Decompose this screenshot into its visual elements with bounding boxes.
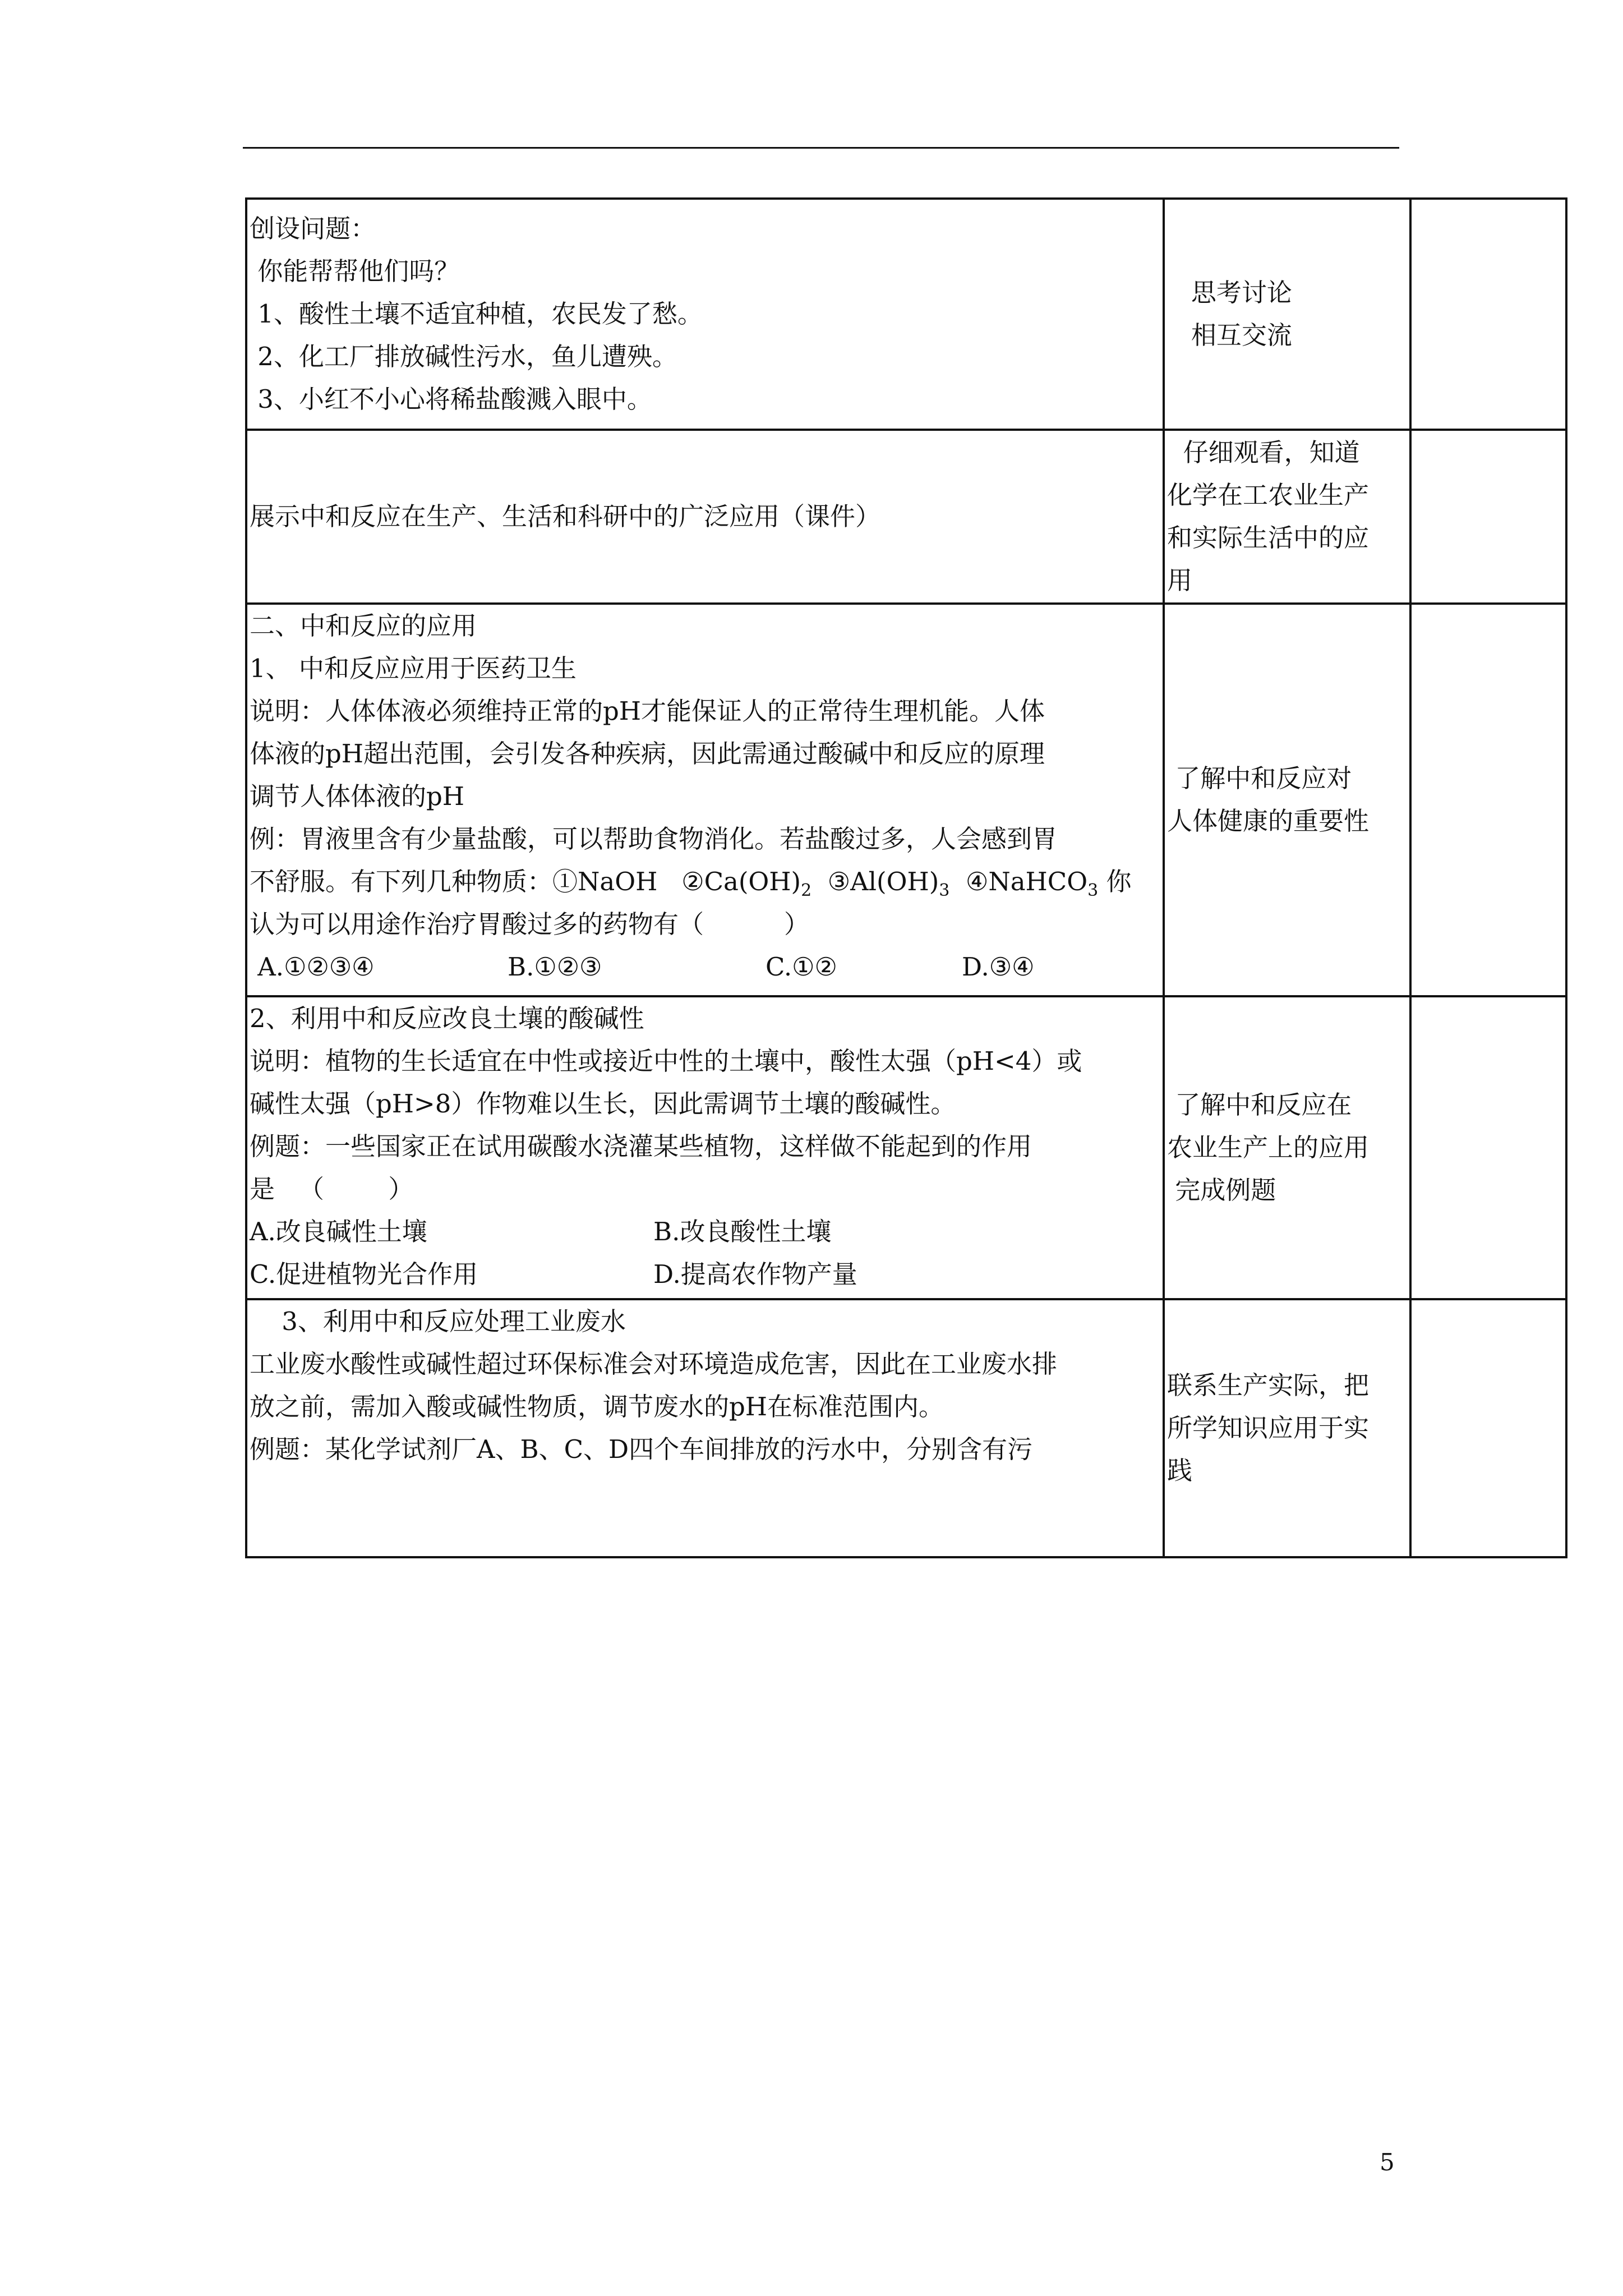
lesson-table [245,197,1567,1558]
text-line: 体液的pH超出范围，会引发各种疾病，因此需通过酸碱中和反应的原理 [250,739,1045,769]
text-line: 完成例题 [1167,1175,1276,1205]
option-d: D.③④ [962,952,1035,982]
notes-cell [1410,996,1566,1299]
text-line: 工业废水酸性或碱性超过环保标准会对环境造成危害，因此在工业废水排 [250,1349,1058,1379]
formula-text: ④NaHCO [949,867,1088,896]
student-activity-cell [1164,1299,1410,1557]
notes-cell [1410,1299,1566,1557]
option-b: B.改良酸性土壤 [653,1217,832,1246]
text-line: 展示中和反应在生产、生活和科研中的广泛应用（课件） [250,501,881,531]
text-line: 放之前，需加入酸或碱性物质，调节废水的pH在标准范围内。 [250,1392,944,1421]
student-activity-cell [1164,430,1410,604]
text-line: 调节人体体液的pH [250,781,465,811]
notes-cell [1410,604,1566,996]
text-line: 用 [1167,565,1193,595]
teacher-activity-cell [246,604,1164,996]
student-activity-cell [1164,996,1410,1299]
teacher-activity-cell [246,430,1164,604]
text-line: 3、小红不小心将稀盐酸溅入眼中。 [250,384,652,414]
text-line: 例题：一些国家正在试用碳酸水浇灌某些植物，这样做不能起到的作用 [250,1131,1032,1161]
text-line: 是 （ ） [250,1174,414,1204]
section-heading: 2、利用中和反应改良土壤的酸碱性 [250,1004,644,1033]
option-a: A.①②③④ [250,952,375,982]
option-d: D.提高农作物产量 [653,1259,857,1289]
answer-options [250,946,1160,988]
teacher-activity-cell [246,199,1164,430]
section-heading: 3、利用中和反应处理工业废水 [250,1306,626,1336]
text-line: 认为可以用途作治疗胃酸过多的药物有（ ） [250,909,810,939]
teacher-activity-cell [246,1299,1164,1557]
formula-line [250,861,1160,903]
table-row [246,199,1566,430]
subscript: 2 [801,881,812,900]
text-line: 了解中和反应对 [1167,763,1352,793]
header-rule [243,147,1399,149]
notes-cell [1410,199,1566,430]
text-line: 说明：植物的生长适宜在中性或接近中性的土壤中，酸性太强（pH<4）或 [250,1046,1082,1076]
text-line: 1、 中和反应应用于医药卫生 [250,654,577,683]
table-row [246,996,1566,1299]
text-line: 思考讨论 [1167,278,1292,307]
answer-options [250,1211,1160,1253]
text-line: 和实际生活中的应 [1167,523,1370,553]
text-line: 践 [1167,1456,1193,1485]
text-line: 化学在工农业生产 [1167,480,1370,510]
table-row [246,430,1566,604]
text-line: 2、化工厂排放碱性污水，鱼儿遭殃。 [250,342,677,371]
student-activity-cell [1164,604,1410,996]
student-activity-cell [1164,199,1410,430]
formula-text: 你 [1098,867,1132,896]
option-a: A.改良碱性土壤 [250,1217,427,1246]
formula-text: 不舒服。有下列几种物质：①NaOH ②Ca(OH) [250,867,801,896]
page-number: 5 [1380,2148,1395,2176]
text-line: 了解中和反应在 [1167,1090,1352,1120]
table-row [246,1299,1566,1557]
formula-text: ③Al(OH) [811,867,939,896]
text-line: 1、酸性土壤不适宜种植，农民发了愁。 [250,299,703,329]
text-line: 相互交流 [1167,320,1292,350]
subscript: 3 [939,881,950,900]
table-row [246,604,1566,996]
text-line: 人体健康的重要性 [1167,806,1370,836]
text-line: 联系生产实际，把 [1167,1370,1370,1400]
text-line: 创设问题： [250,214,376,243]
text-line: 例：胃液里含有少量盐酸，可以帮助食物消化。若盐酸过多，人会感到胃 [250,824,1058,854]
notes-cell [1410,430,1566,604]
text-line: 所学知识应用于实 [1167,1413,1370,1443]
text-line: 说明：人体体液必须维持正常的pH才能保证人的正常待生理机能。人体 [250,696,1045,726]
text-line: 你能帮帮他们吗？ [250,256,460,286]
text-line: 例题：某化学试剂厂A、B、C、D四个车间排放的污水中，分别含有污 [250,1434,1033,1464]
subscript: 3 [1087,881,1099,900]
teacher-activity-cell [246,996,1164,1299]
option-c: C.促进植物光合作用 [250,1259,478,1289]
option-b: B.①②③ [508,952,602,982]
section-heading: 二、中和反应的应用 [250,611,477,641]
text-line: 农业生产上的应用 [1167,1133,1370,1162]
text-line: 仔细观看，知道 [1167,438,1360,467]
text-line: 碱性太强（pH>8）作物难以生长，因此需调节土壤的酸碱性。 [250,1089,956,1119]
answer-options [250,1253,1160,1296]
option-c: C.①② [766,952,837,982]
